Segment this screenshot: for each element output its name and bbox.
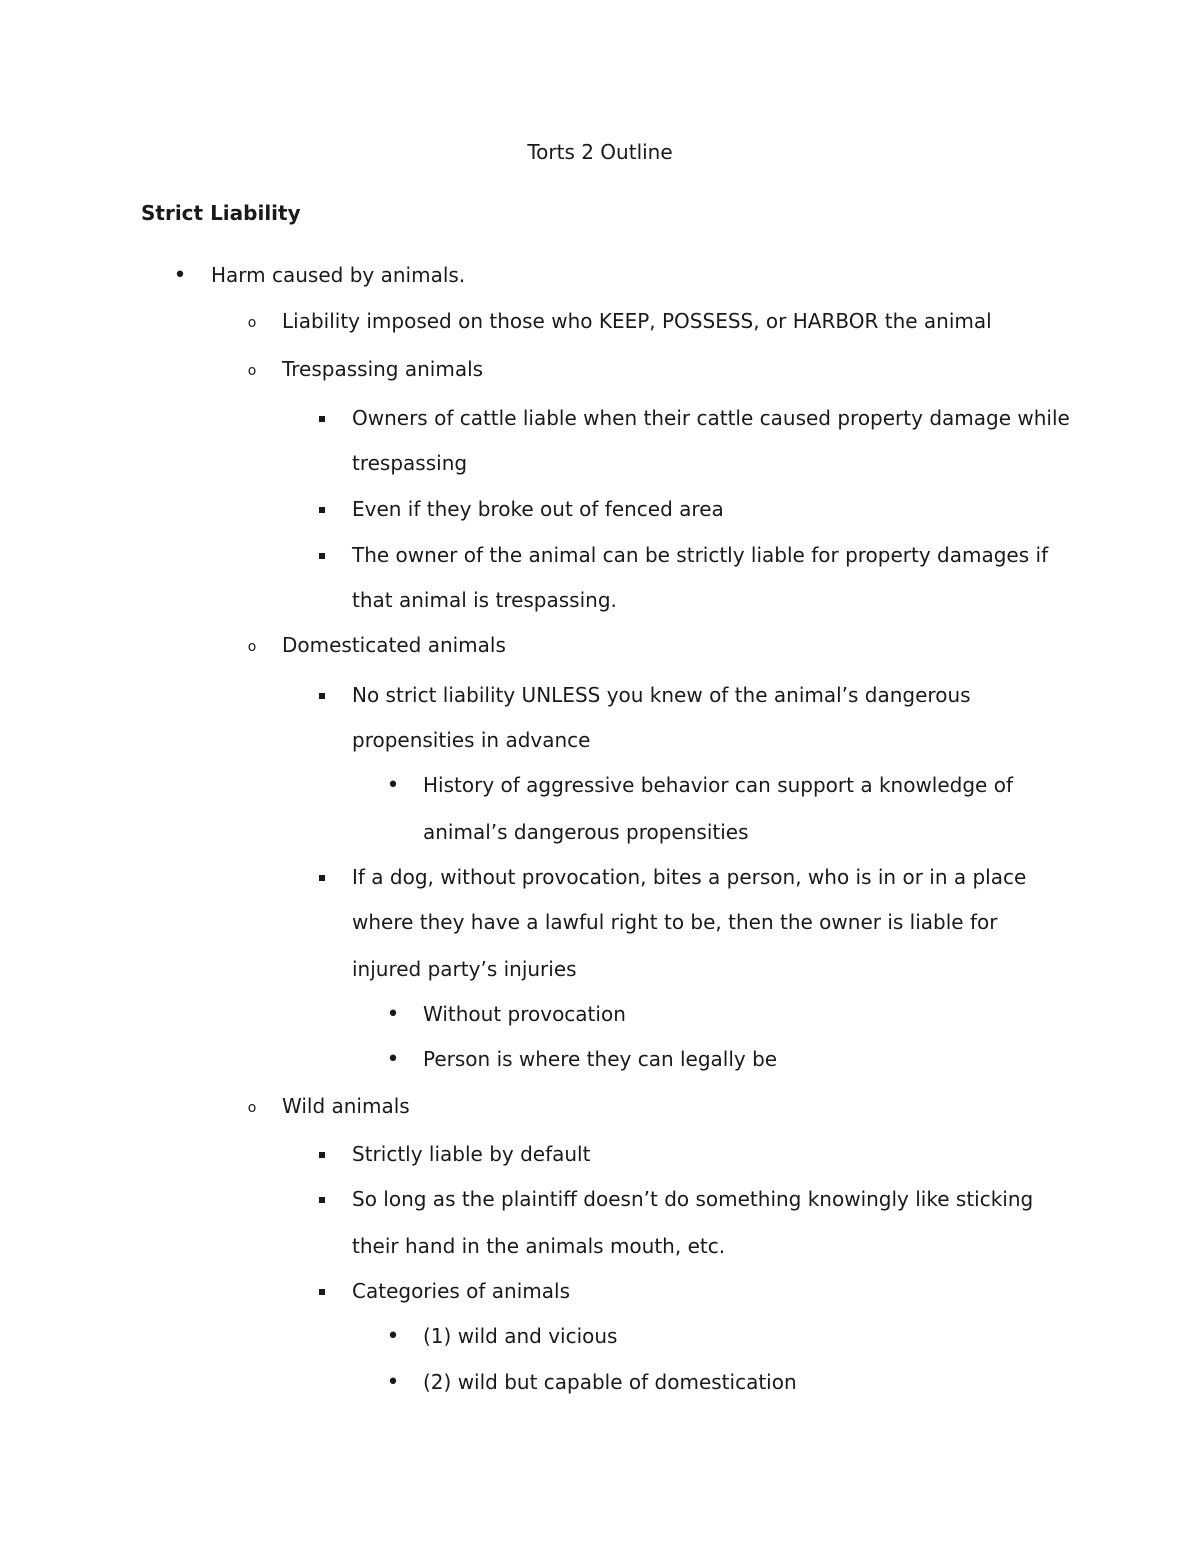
bullet-circle-icon [242, 355, 262, 385]
bullet-disc-icon [383, 1000, 403, 1029]
bullet-square-icon [312, 495, 332, 523]
outline-item-owner-line-1: The owner of the animal can be strictly liable for property damages if [352, 543, 1049, 567]
bullet-circle-icon [242, 631, 262, 661]
outline-item-cattle-line-2: trespassing [352, 451, 468, 475]
outline-item-wild: Wild animals [282, 1094, 410, 1118]
outline-item-harm: Harm caused by animals. [211, 263, 466, 287]
outline-item-cattle-line-1: Owners of cattle liable when their cattle caused property damage while [352, 406, 1070, 430]
outline-item-fenced: Even if they broke out of fenced area [352, 497, 724, 521]
bullet-disc-icon [383, 1368, 403, 1397]
outline-item-so-long-line-2: their hand in the animals mouth, etc. [352, 1234, 726, 1258]
bullet-square-icon [312, 541, 332, 569]
bullet-square-icon [312, 1140, 332, 1168]
bullet-disc-icon [170, 261, 190, 290]
outline-item-person-legal: Person is where they can legally be [423, 1047, 778, 1071]
outline-item-history-line-2: animal’s dangerous propensities [423, 820, 749, 844]
bullet-square-icon [312, 1185, 332, 1213]
section-heading: Strict Liability [141, 201, 301, 225]
outline-item-no-strict-line-2: propensities in advance [352, 728, 591, 752]
outline-item-category-1: (1) wild and vicious [423, 1324, 618, 1348]
bullet-circle-icon [242, 307, 262, 337]
outline-item-liability: Liability imposed on those who KEEP, POSSESS, or HARBOR the animal [282, 309, 992, 333]
bullet-square-icon [312, 681, 332, 709]
outline-item-dog-line-1: If a dog, without provocation, bites a person, who is in or in a place [352, 865, 1027, 889]
outline-item-owner-line-2: that animal is trespassing. [352, 588, 617, 612]
bullet-disc-icon [383, 1045, 403, 1074]
bullet-circle-icon [242, 1092, 262, 1122]
bullet-square-icon [312, 404, 332, 432]
outline-item-dog-line-3: injured party’s injuries [352, 957, 577, 981]
outline-item-category-2: (2) wild but capable of domestication [423, 1370, 797, 1394]
outline-item-dog-line-2: where they have a lawful right to be, then the owner is liable for [352, 910, 998, 934]
outline-item-trespassing: Trespassing animals [282, 357, 484, 381]
outline-item-so-long-line-1: So long as the plaintiff doesn’t do something knowingly like sticking [352, 1187, 1034, 1211]
outline-item-without-provocation: Without provocation [423, 1002, 626, 1026]
bullet-disc-icon [383, 771, 403, 800]
bullet-disc-icon [383, 1322, 403, 1351]
outline-item-categories: Categories of animals [352, 1279, 570, 1303]
outline-item-no-strict-line-1: No strict liability UNLESS you knew of the animal’s dangerous [352, 683, 971, 707]
bullet-square-icon [312, 863, 332, 891]
outline-item-history-line-1: History of aggressive behavior can support a knowledge of [423, 773, 1013, 797]
outline-item-default: Strictly liable by default [352, 1142, 591, 1166]
bullet-square-icon [312, 1277, 332, 1305]
document-title: Torts 2 Outline [527, 140, 673, 164]
outline-item-domesticated: Domesticated animals [282, 633, 506, 657]
